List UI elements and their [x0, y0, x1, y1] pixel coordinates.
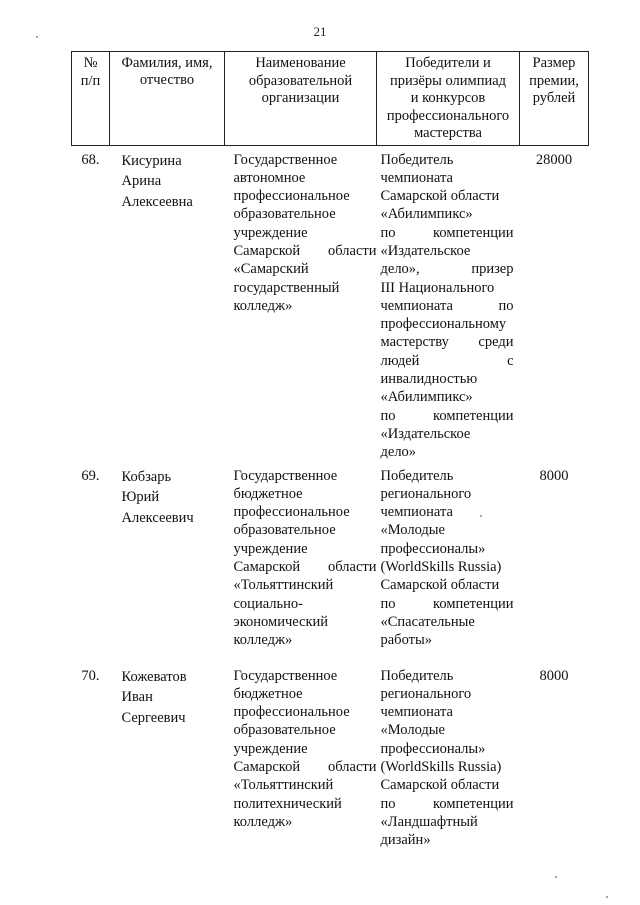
- cell-line: социально-: [233, 595, 303, 612]
- cell-line: Алексеевна: [121, 193, 193, 210]
- cell-line: профессиональное: [233, 188, 350, 205]
- cell-line: чемпионата: [380, 704, 453, 721]
- cell-line: дело», призер: [380, 261, 514, 278]
- cell-line: автономное: [233, 169, 306, 186]
- cell-line: колледж»: [233, 632, 293, 649]
- cell-line: рублей: [532, 90, 576, 106]
- cell-line: «Абилимпикс»: [380, 206, 473, 223]
- cell-line: образовательное: [233, 522, 336, 539]
- cell-line: Наименование: [255, 55, 346, 71]
- cell-line: Государственное: [233, 151, 338, 168]
- cell-line: политехнический: [233, 795, 342, 812]
- header-org: [225, 52, 377, 146]
- prize-amount: 28000: [535, 151, 573, 168]
- cell-line: «Тольяттинский: [233, 577, 334, 594]
- cell-line: Юрий: [121, 489, 160, 506]
- cell-line: призёры олимпиад: [389, 72, 507, 89]
- cell-line: колледж»: [233, 813, 293, 830]
- cell-line: Кисурина: [121, 152, 182, 169]
- cell-line: людей с: [380, 352, 514, 369]
- cell-line: профессионалы»: [380, 540, 486, 557]
- cell-line: «Тольяттинский: [233, 777, 334, 794]
- cell-line: Арина: [121, 173, 162, 189]
- recipient-name: [110, 462, 225, 662]
- cell-line: Государственное: [233, 467, 338, 484]
- cell-line: Кожеватов: [121, 668, 187, 685]
- achievement-text: [377, 662, 520, 882]
- cell-line: Самарской области: [380, 577, 500, 594]
- cell-line: работы»: [380, 632, 432, 649]
- cell-line: (WorldSkills Russia): [380, 759, 502, 776]
- scan-speck: [480, 515, 482, 517]
- prize-amount: 8000: [539, 467, 569, 484]
- organization-name: [225, 462, 377, 662]
- cell-line: профессиональному: [380, 316, 507, 333]
- cell-line: профессиональное: [233, 704, 350, 721]
- header-fio: [110, 52, 225, 146]
- cell-line: чемпионата по: [380, 297, 514, 314]
- row-number: 70.: [81, 667, 100, 684]
- achievement-text: [377, 145, 520, 462]
- cell-line: «Абилимпикс»: [380, 389, 473, 406]
- cell-line: по компетенции: [380, 407, 514, 424]
- cell-line: учреждение: [233, 224, 308, 241]
- cell-line: III Национального: [380, 279, 495, 296]
- cell-line: бюджетное: [233, 485, 303, 502]
- cell-line: профессионального: [386, 107, 510, 124]
- cell-line: Самарской области: [233, 559, 377, 576]
- cell-line: регионального: [380, 685, 472, 702]
- table-row: [72, 662, 589, 882]
- table-header-row: [72, 52, 589, 146]
- table-row: [72, 462, 589, 662]
- cell-line: Самарской области: [380, 777, 500, 794]
- scan-speck: [36, 36, 38, 38]
- cell-line: учреждение: [233, 540, 308, 557]
- cell-line: по компетенции: [380, 595, 514, 612]
- cell-line: профессионалы»: [380, 740, 486, 757]
- cell-line: образовательной: [248, 72, 353, 89]
- cell-line: отчество: [139, 72, 195, 88]
- cell-line: Фамилия, имя,: [121, 55, 213, 71]
- cell-line: Кобзарь: [121, 468, 172, 485]
- cell-line: колледж»: [233, 297, 293, 314]
- row-number: 68.: [81, 151, 100, 168]
- cell-line: Победитель: [380, 151, 454, 168]
- cell-line: мастерства: [414, 125, 482, 141]
- header-num: [72, 52, 110, 146]
- cell-line: Победитель: [380, 667, 454, 684]
- cell-line: Победители и: [405, 55, 491, 71]
- cell-line: Самарской области: [233, 242, 377, 259]
- cell-line: Иван: [121, 689, 153, 706]
- cell-line: «Молодые: [380, 722, 445, 739]
- cell-line: «Самарский: [233, 261, 309, 278]
- cell-line: государственный: [233, 279, 340, 296]
- page-number: 21: [313, 24, 327, 39]
- cell-line: регионального: [380, 485, 472, 502]
- cell-line: Победитель: [380, 467, 454, 484]
- cell-line: Сергеевич: [121, 709, 186, 726]
- cell-line: чемпионата: [380, 169, 453, 186]
- cell-line: «Издательское: [380, 242, 471, 259]
- cell-line: «Издательское: [380, 425, 471, 442]
- scan-speck: [555, 876, 557, 878]
- cell-line: «Молодые: [380, 522, 445, 539]
- cell-line: образовательное: [233, 722, 336, 739]
- cell-line: по компетенции: [380, 224, 514, 241]
- cell-line: п/п: [80, 72, 101, 89]
- cell-line: и конкурсов: [410, 90, 486, 106]
- prize-amount: 8000: [539, 667, 569, 684]
- cell-line: Размер: [532, 55, 576, 71]
- awards-table: [71, 51, 589, 882]
- cell-line: «Ландшафтный: [380, 813, 478, 830]
- cell-line: дело»: [380, 444, 417, 461]
- header-prize: [520, 52, 589, 146]
- cell-line: Самарской области: [380, 188, 500, 205]
- cell-line: дизайн»: [380, 832, 431, 849]
- cell-line: по компетенции: [380, 795, 514, 812]
- cell-line: бюджетное: [233, 685, 303, 702]
- organization-name: [225, 662, 377, 882]
- row-number: 69.: [81, 467, 100, 484]
- cell-line: «Спасательные: [380, 613, 475, 630]
- cell-line: чемпионата: [380, 504, 453, 521]
- cell-line: (WorldSkills Russia): [380, 559, 502, 576]
- achievement-text: [377, 462, 520, 662]
- table-row: [72, 145, 589, 462]
- cell-line: образовательное: [233, 206, 336, 223]
- cell-line: мастерству среди: [380, 334, 514, 351]
- cell-line: премии,: [529, 72, 579, 89]
- cell-line: профессиональное: [233, 504, 350, 521]
- cell-line: Государственное: [233, 667, 338, 684]
- organization-name: [225, 145, 377, 462]
- scan-speck: [606, 896, 608, 898]
- cell-line: №: [83, 55, 98, 71]
- cell-line: Самарской области: [233, 759, 377, 776]
- cell-line: инвалидностью: [380, 371, 478, 388]
- cell-line: экономический: [233, 613, 329, 630]
- recipient-name: [110, 145, 225, 462]
- cell-line: организации: [261, 90, 340, 106]
- header-achievement: [377, 52, 520, 146]
- cell-line: Алексеевич: [121, 509, 194, 526]
- cell-line: учреждение: [233, 740, 308, 757]
- recipient-name: [110, 662, 225, 882]
